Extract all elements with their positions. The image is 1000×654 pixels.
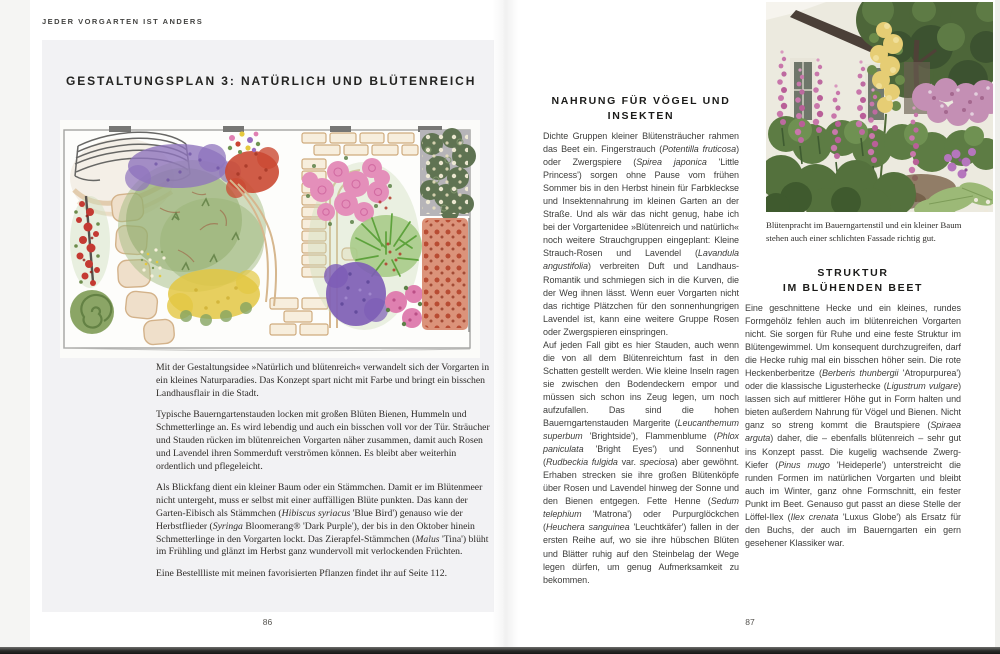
section-food-for-birds-insects [543,94,739,587]
page-number-left: 86 [262,617,273,627]
page-right [505,0,995,648]
section-body [745,302,961,550]
running-header: JEDER VORGARTEN IST ANDERS [42,17,204,26]
paragraph: Eine Bestellliste mit meinen favorisierten Pflanzen findet ihr auf Seite 112. [156,568,447,580]
paragraph: Typische Bauerngartenstauden locken mit großen Blüten Bienen, Hummeln und Schmetterlinge an. Es wird lebendig und auch ein bisschen voll vor der Tür. Sträucher und Stauden rücken im blütenreichen Vorgarten näher zusammen, damit auch Rosen und Lavendel ihren Sommerduft verströmen können. Es bleibt aber weiterhin ordentlich und pflegeleicht. [156,409,490,472]
scan-right-edge [995,0,1000,648]
section-heading: NAHRUNG FÜR VÖGEL UND INSEKTEN [551,95,731,122]
wall-climber [420,128,476,221]
scan-bottom-edge [0,647,1000,654]
plan-title: GESTALTUNGSPLAN 3: NATÜRLICH UND BLÜTENREICH [66,74,477,88]
garden-photo [766,2,993,212]
section-heading: STRUKTUR IM BLÜHENDEN BEET [782,267,924,294]
plan-description [156,362,490,590]
paragraph: Eine geschnittene Hecke und ein kleines, rundes Formgehölz fehlen auch im blütenreichen Vorgarten nicht. Sie sorgen für Ruhe und eine feste Struktur im Blütengewimmel. Um konsequent durchzugreifen, darf die Hecke ruhig mal ein bisschen höher sein. Die rote Heckenberberitze (Berberis thunbergii 'Atropurpurea') oder die klassische Ligusterhecke (Ligustrum vulgare) lassen sich auf mittlerer Höhe gut in Form halten und bieten außerdem Nahrung für Vögel und Bienen. Nicht ganz so streng kommt die Brautspiere (Spiraea arguta) daher, die – ebenfalls blütenreich – sehr gut ins Konzept passt. Die kugelig wachsende Zwerg-Kiefer (Pinus mugo 'Heideperle') unterstreicht die runden Formen im natürlichen Vorgarten und bleibt auch im Winter, ganz ohne Formschnitt, ein fester Punkt im Beet. Genauso gut passt an diese Stelle der Löffel-Ilex (Ilex crenata 'Luxus Globe') als Ersatz für den Buchs, der auch im Bauerngarten ein gern gesehener Klassiker war. [745,303,962,548]
paragraph: Dichte Gruppen kleiner Blütensträucher rahmen das Beet ein. Fingerstrauch (Potentilla fruticosa) oder Zwergspiere (Spirea japonica 'Little Princess') sorgen ohne Pause vom frühen Sommer bis in den Herbst hinein für Farbkleckse und Insektennahrung im kleinen Garten an der Straße. Und als wär das nicht genug, habe ich bei der Vorgartenidee »Blütenreich und natürlich« noch weitere Strauchgruppen eingeplant: Kleine Strauch-Rosen und Lavendel (Lavandula angustifolia) verbreiten Duft und Landhaus-Romantik und schmiegen sich in die Kurven, die der Weg ihnen lässt. Wenn euer Vorgarten nicht das richtige Plätzchen für den sonnenhungrigen Lavendel ist, kann eine weitere Gruppe Rosen oder Zwergspieren einspringen. [543,131,740,337]
page-left [30,0,505,648]
climbing-rose-trellis [70,196,110,288]
design-plan-panel [42,40,494,612]
paragraph: Auf jeden Fall gibt es hier Stauden, auch wenn die von all dem Blütenreichtum fast in den Schatten gestellt werden. Wie kleine Inseln ragen sie zwischen den Bodendeckern empor und müssen sich schon ins Zeug legen, um noch aufzufallen. Das sind die hohen Bauerngartenstauden Margerite (Leucanthemum superbum 'Brightside'), Flammenblume (Phlox paniculata 'Bright Eyes') und Sonnenhut (Rudbeckia fulgida var. speciosa) aber gewöhnt. Erhaben strecken sie ihre großen Blütenköpfe über Rosen und Lavendel hinweg der Sonne und den Bienen entgegen. Fette Henne (Sedum telephium 'Matrona') oder Purpurglöckchen (Heuchera sanguinea 'Leuchtkäfer') fallen in der ersten Reihe auf, wo sie ihre hübschen Blüten und Blätter ruhig auf den Steinbelag der Wege legen dürfen, um genug Aufmerksamkeit zu bekommen. [543,339,740,585]
paragraph: Mit der Gestaltungsidee »Natürlich und blütenreich« verwandelt sich der Vorgarten in ein kleines Naturparadies. Das Konzept spart nicht mit Farbe und bringt ein bisschen Landhausflair in die Stadt. [156,362,490,399]
garden-plan-illustration [60,120,492,358]
page-number-right: 87 [745,617,755,627]
photo-caption: Blütenpracht im Bauerngartenstil und ein kleiner Baum stehen auch einer schlichten Fassade richtig gut. [766,220,962,243]
red-hedge [422,218,469,332]
spiral-shrub [70,290,114,334]
section-structure [745,266,961,550]
paragraph: Als Blickfang dient ein kleiner Baum oder ein Stämmchen. Damit er im Blütenmeer nicht untergeht, muss er selbst mit einer auffälligen Blüte punkten. Das kann der Garten-Eibisch als Stämmchen (Hibiscus syriacus 'Blue Bird') genauso wie der Herbstflieder (Syringa Bloomerang® 'Dark Purple'), der bis in den Oktober hinein Schmetterlinge in den Vorgarten lockt. Das Zierapfel-Stämmchen (Malus 'Tina') blüht im Frühling und glänzt im Herbst ganz wundervoll mit verlockenden Früchten. [156,482,489,558]
section-body [543,130,739,587]
